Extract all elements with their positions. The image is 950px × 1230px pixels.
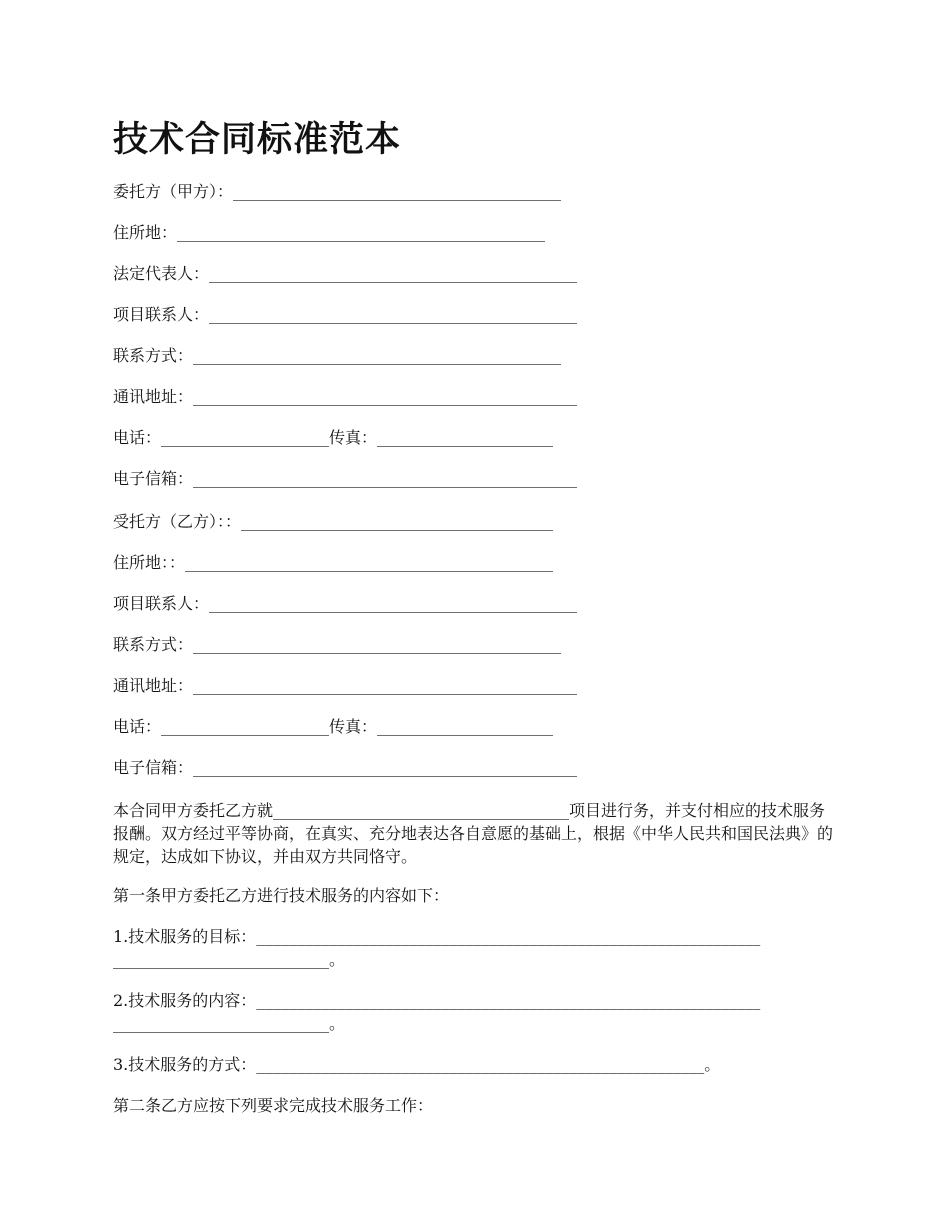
article-1-heading: 第一条甲方委托乙方进行技术服务的内容如下： xyxy=(113,886,450,905)
service-goal-item: 1.技术服务的目标：_______________________________________________________________ ___________________________。 xyxy=(113,927,761,969)
party-b-phone-fax-field: 电话：_____________________传真：______________________ xyxy=(113,717,554,736)
party-b-project-contact-field: 项目联系人：______________________________________________ xyxy=(113,594,578,613)
service-content-item: 2.技术服务的内容：_______________________________________________________________ ___________________________。 xyxy=(113,991,761,1033)
party-a-client-field: 委托方（甲方）：_________________________________________ xyxy=(113,182,562,201)
party-b-address-field: 住所地：：______________________________________________ xyxy=(113,553,554,572)
party-a-email-field: 电子信箱：________________________________________________ xyxy=(113,469,578,488)
party-a-phone-fax-field: 电话：_____________________传真：______________________ xyxy=(113,428,554,447)
party-a-mailing-address-field: 通讯地址：________________________________________________ xyxy=(113,387,578,406)
service-method-item: 3.技术服务的方式：________________________________________________________。 xyxy=(113,1055,721,1074)
party-a-legal-rep-field: 法定代表人：______________________________________________ xyxy=(113,264,578,283)
party-a-project-contact-field: 项目联系人：______________________________________________ xyxy=(113,305,578,324)
party-a-address-field: 住所地：______________________________________________ xyxy=(113,223,546,242)
party-b-contact-method-field: 联系方式：______________________________________________ xyxy=(113,635,562,654)
intro-paragraph: 本合同甲方委托乙方就_____________________________________项目进行务，并支付相应的技术服务报酬。双方经过平等协商，在真实、充分地表达各自意愿的基础上，根据《中华人民共和国民法典》的规定，达成如下协议，并由双方共同恪守。 xyxy=(113,801,834,866)
party-b-email-field: 电子信箱：________________________________________________ xyxy=(113,758,578,777)
party-b-trustee-field: 受托方（乙方）：：_______________________________________ xyxy=(113,512,554,531)
party-b-mailing-address-field: 通讯地址：________________________________________________ xyxy=(113,676,578,695)
document-title: 技术合同标准范本 xyxy=(113,119,402,160)
article-2-heading: 第二条乙方应按下列要求完成技术服务工作： xyxy=(113,1096,434,1115)
party-a-contact-method-field: 联系方式：______________________________________________ xyxy=(113,346,562,365)
